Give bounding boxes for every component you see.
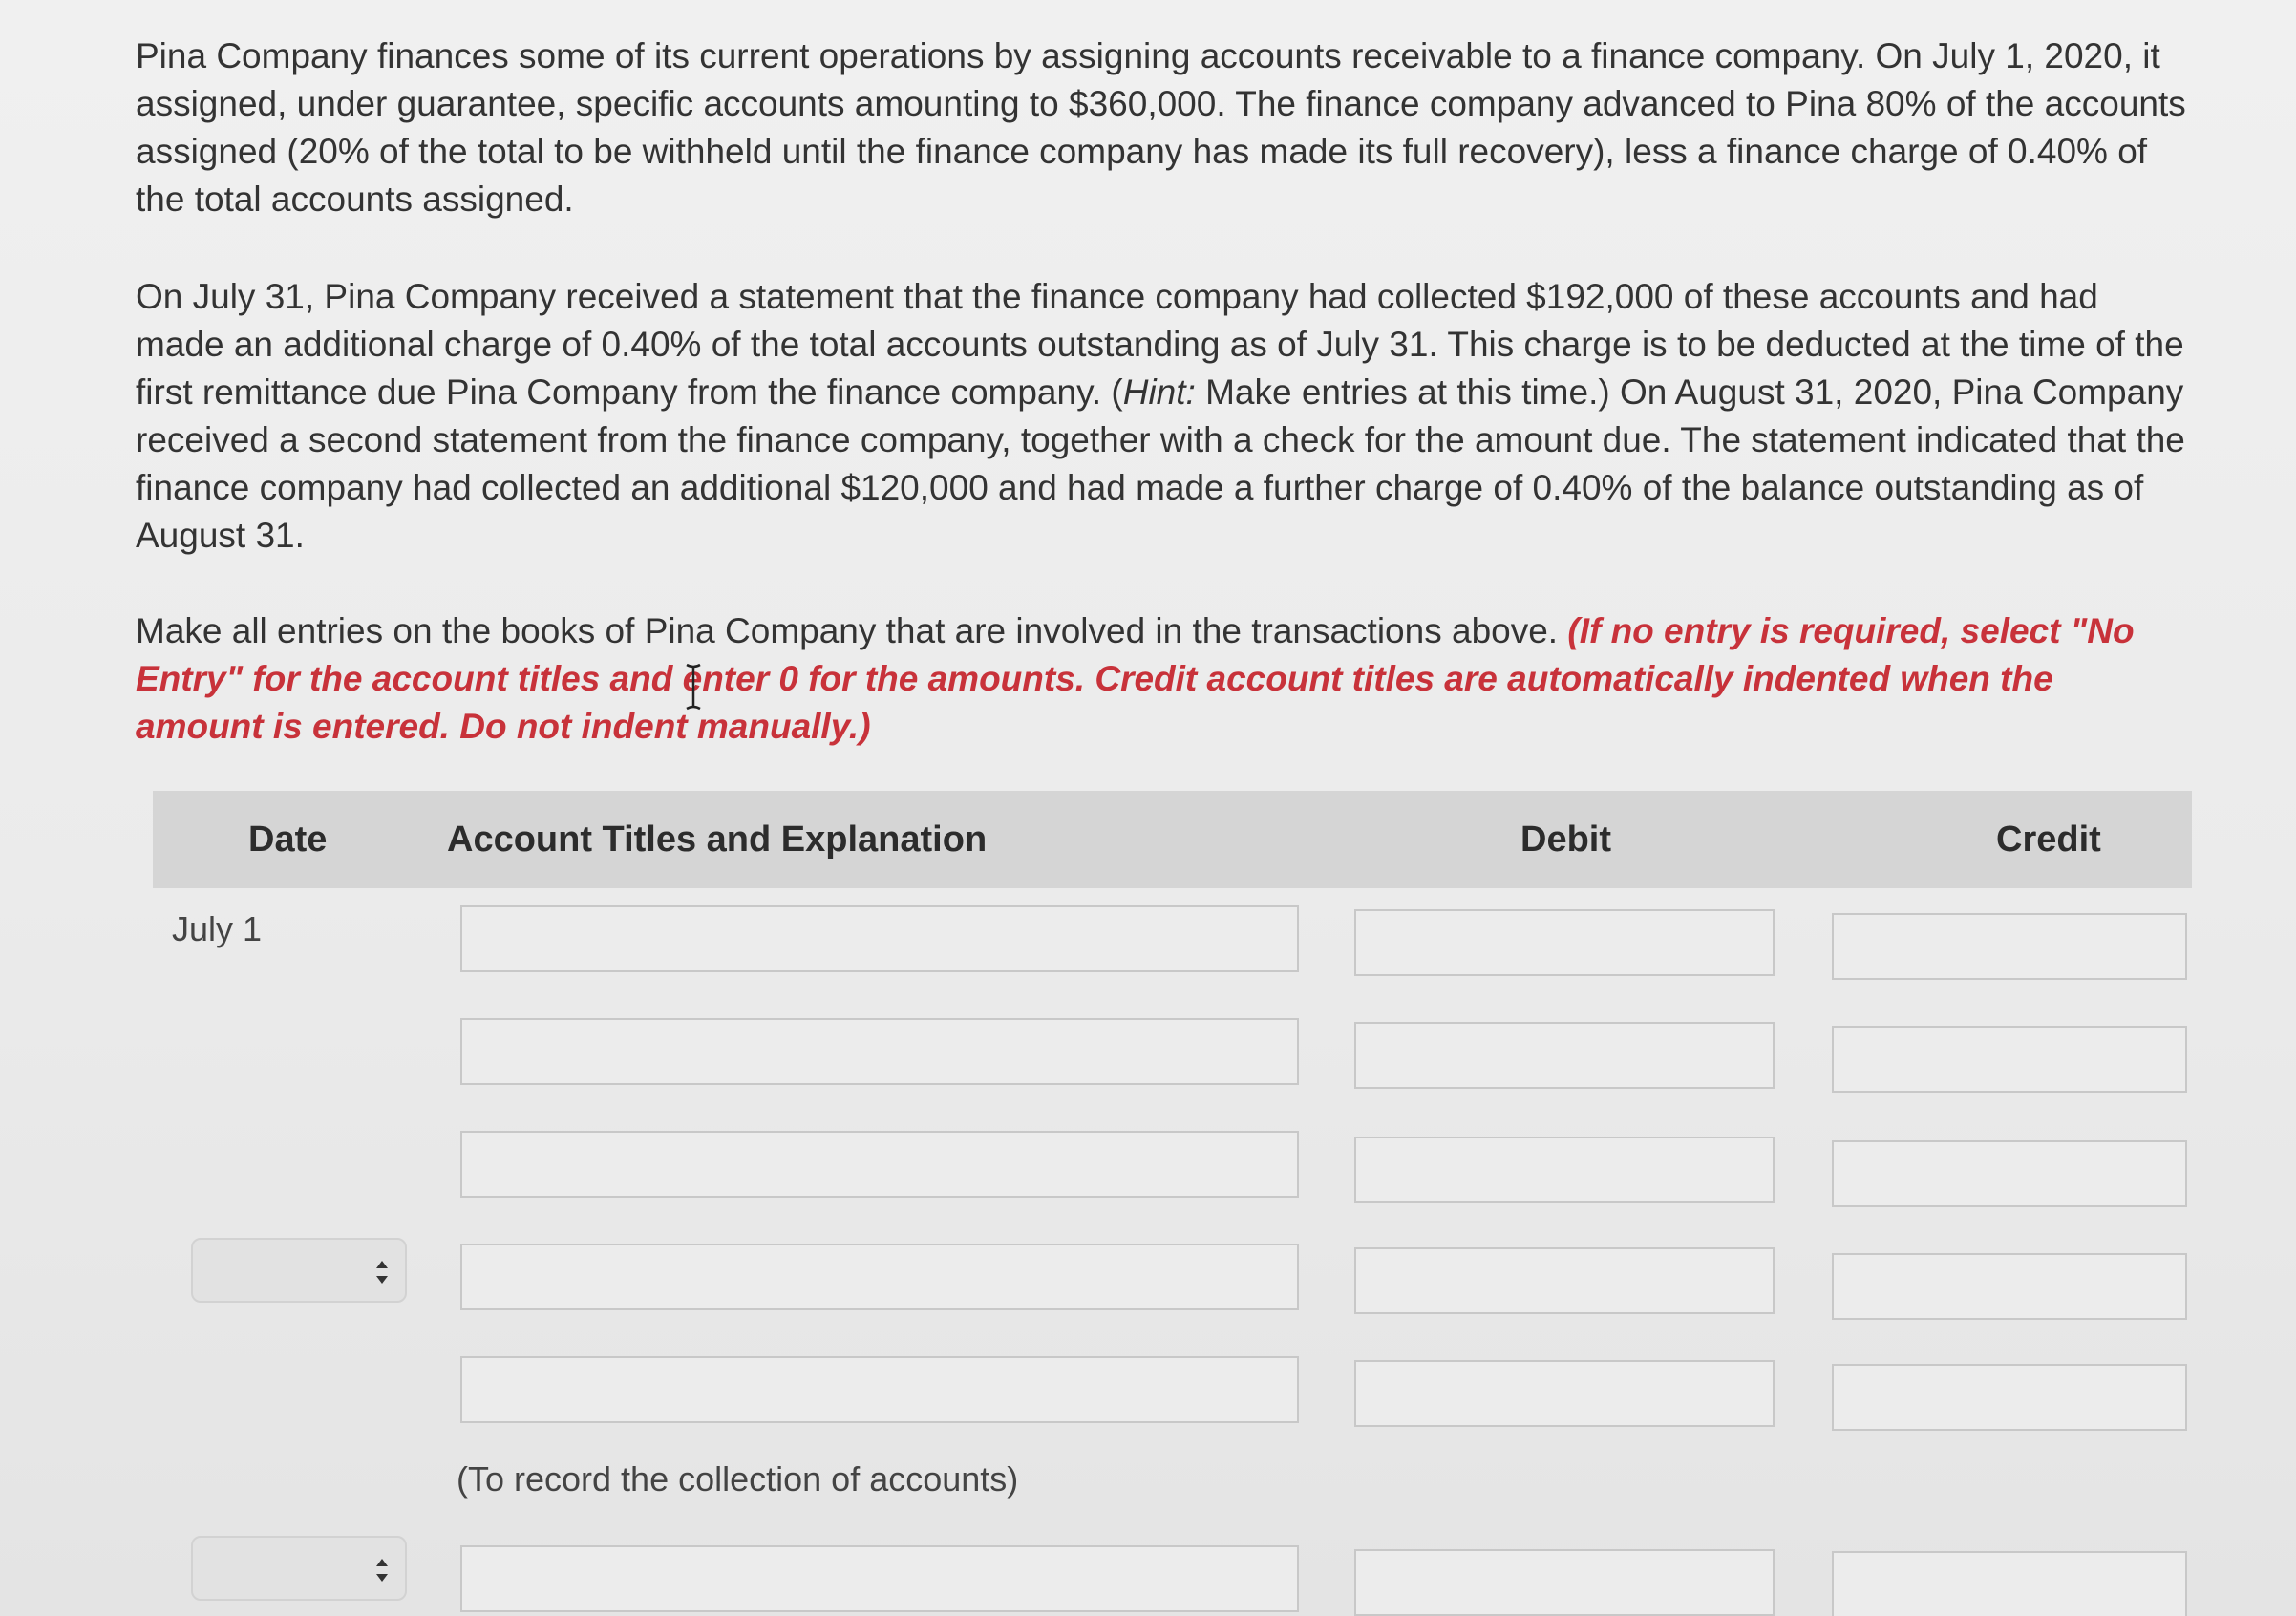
debit-input-4[interactable] xyxy=(1354,1247,1775,1314)
select-arrows-icon xyxy=(372,1253,392,1291)
debit-input-3[interactable] xyxy=(1354,1137,1775,1203)
account-title-input-5[interactable] xyxy=(460,1356,1299,1423)
debit-input-1[interactable] xyxy=(1354,909,1775,976)
account-title-input-2[interactable] xyxy=(460,1018,1299,1085)
date-select-2[interactable] xyxy=(191,1536,407,1601)
problem-paragraph-1: Pina Company finances some of its current operations by assigning accounts receivable to a finance company. On July 1, 2020, it assigned, under guarantee, specific accounts amounting to $360,000. The finance company advanced to Pina 80% of the accounts assigned (20% of the total to be withheld until the finance company has made its full recovery), less a finance charge of 0.40% of the total accounts assigned. xyxy=(136,36,2186,219)
date-select-1[interactable] xyxy=(191,1238,407,1303)
debit-input-6[interactable] xyxy=(1354,1549,1775,1616)
credit-input-4[interactable] xyxy=(1832,1253,2187,1320)
paragraph-2-text-a: On July 31, Pina Company received a statement that the finance company had collected $192,000 of these accounts and had made an additional charge of 0.40% of the total accounts outstanding as of July 31. This charge is to be deducted at the time of the first remittance due Pina Company from the finance company. ( xyxy=(136,277,2184,412)
debit-input-5[interactable] xyxy=(1354,1360,1775,1427)
paragraph-2-text-b: Make entries at this time.) On August 31, 2020, Pina Company received a second statement from the finance company, together with a check for the amount due. The statement indicated that the finance company had collected an additional $120,000 and had made a further charge of 0.40% of the balance outstanding as of August 31. xyxy=(136,372,2185,555)
entry-date-label: July 1 xyxy=(172,909,263,948)
credit-input-6[interactable] xyxy=(1832,1551,2187,1616)
account-title-input-6[interactable] xyxy=(460,1545,1299,1612)
instruction-text: (If no entry is required, select "No Entry" for the account titles and enter 0 for the amounts. Credit account titles are automatically indented when the amount is entered. Do not indent manually.) xyxy=(136,611,2135,746)
credit-column-header: Credit xyxy=(1996,819,2101,860)
journal-table-header xyxy=(153,791,2192,888)
problem-paragraph-3 xyxy=(136,607,2189,751)
debit-input-2[interactable] xyxy=(1354,1022,1775,1089)
select-arrows-icon xyxy=(372,1551,392,1589)
collection-explanation: (To record the collection of accounts) xyxy=(457,1459,1019,1499)
account-title-input-1[interactable] xyxy=(460,905,1299,972)
account-column-header: Account Titles and Explanation xyxy=(447,819,988,860)
debit-column-header: Debit xyxy=(1520,819,1611,860)
credit-input-1[interactable] xyxy=(1832,913,2187,980)
account-title-input-3[interactable] xyxy=(460,1131,1299,1198)
paragraph-3-text: Make all entries on the books of Pina Company that are involved in the transactions above. xyxy=(136,611,1568,650)
account-title-input-4[interactable] xyxy=(460,1244,1299,1310)
credit-input-5[interactable] xyxy=(1832,1364,2187,1431)
text-cursor-icon xyxy=(684,663,703,711)
date-column-header: Date xyxy=(248,819,328,860)
credit-input-2[interactable] xyxy=(1832,1026,2187,1093)
problem-paragraph-2 xyxy=(136,273,2189,560)
hint-label: Hint: xyxy=(1122,372,1196,412)
credit-input-3[interactable] xyxy=(1832,1140,2187,1207)
